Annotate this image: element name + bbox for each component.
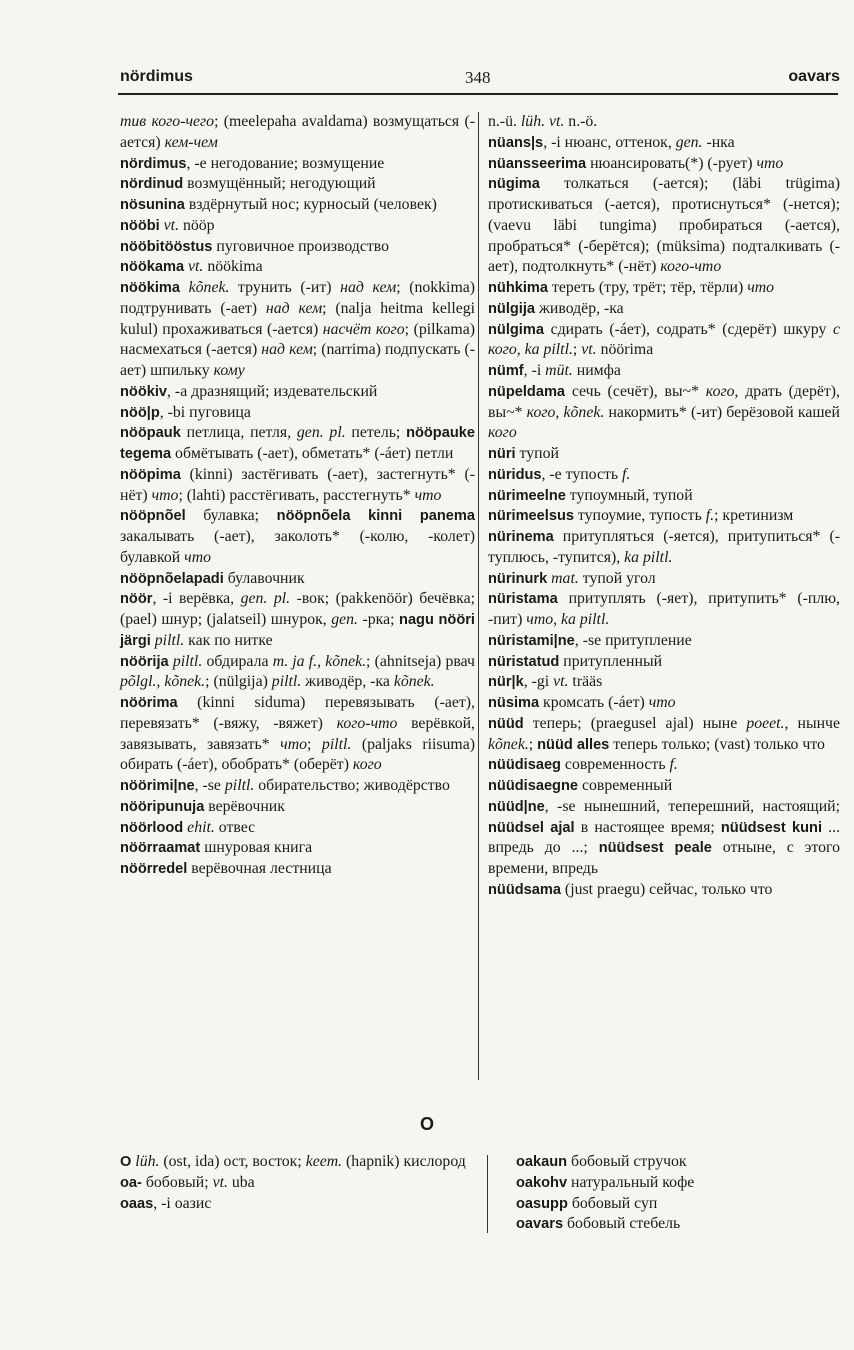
dictionary-entry: [488, 797, 840, 880]
entry-text: верёвочная лестница: [187, 860, 332, 877]
entry-text: бобовый стручок: [567, 1153, 687, 1170]
headword: nüri: [488, 446, 516, 462]
entry-text: , -se притупление: [574, 631, 692, 649]
dictionary-entry: [120, 859, 475, 880]
headword: nüristami|ne: [488, 632, 575, 649]
headword: nüüd: [488, 715, 524, 732]
entry-text: ; (nalja heitma kellegi kulul) прохаживаться (-ается): [120, 299, 476, 338]
running-head-right: oavars: [788, 68, 840, 85]
entry-text: ; (nokkima) подтрунивать (-ает): [120, 279, 476, 317]
headword: nühkima: [488, 280, 549, 296]
dictionary-entry: [488, 465, 840, 486]
dictionary-entry: [120, 589, 475, 651]
grammar-label: vt.: [212, 1173, 228, 1191]
entry-text: притупленный: [559, 652, 663, 670]
dictionary-entry: [120, 569, 475, 590]
headword: nööpnõela kinni panema: [276, 508, 475, 525]
dictionary-entry: [488, 652, 840, 673]
entry-text: ; (lahti) расстёгивать, расстегнуть*: [178, 486, 415, 504]
grammar-label: кого: [352, 756, 382, 774]
grammar-label: piltl.: [224, 777, 255, 794]
entry-text: , -a дразнящий; издевательский: [167, 382, 378, 400]
o-right-column: [516, 1152, 836, 1235]
grammar-label: piltl.: [271, 673, 302, 691]
entry-text: (ost, ida) ост, восток;: [159, 1153, 306, 1170]
entry-text: (paljaks riisuma) обирать (-áет), обобрать* (оберёт): [120, 735, 475, 774]
headword: nürinurk: [488, 570, 548, 587]
grammar-label: kõnek.: [393, 673, 435, 691]
entry-text: обмётывать (-ает), обметать* (-áет) петли: [171, 445, 454, 462]
headword: nüüd|ne: [488, 798, 545, 815]
entry-text: , -e тупость: [541, 465, 623, 483]
entry-text: нюансировать(*) (-рует): [586, 154, 757, 172]
headword: nööbitööstus: [120, 238, 213, 255]
entry-text: (hapnik) кислород: [342, 1153, 466, 1170]
headword: nööpauk: [120, 425, 181, 442]
grammar-label: poeet.: [746, 714, 785, 732]
entry-text: тупоумие, тупость: [573, 507, 706, 525]
entry-text: живодёр, -ка: [301, 673, 394, 691]
headword: nöö|p: [120, 404, 160, 421]
grammar-label: gen. pl.: [240, 590, 291, 608]
headword: oaas: [120, 1195, 154, 1212]
entry-text: притупляться (-яется), притупиться* (-туплюсь, -тупится),: [488, 528, 840, 566]
entry-text: , -e негодование; возмущение: [186, 154, 385, 172]
headword: nüsima: [488, 695, 540, 711]
headword: nööpima: [120, 466, 181, 483]
entry-text: , -se нынешний, теперешний, настоящий;: [544, 797, 840, 815]
dictionary-entry: [120, 1173, 475, 1194]
grammar-label: gen. pl.: [296, 424, 346, 442]
headword: nülgima: [488, 321, 544, 338]
grammar-label: m. ja f., kõnek.: [272, 652, 367, 670]
entry-text: вздёрнутый нос; курносый (человек): [184, 196, 437, 213]
entry-text: накормить* (-ит) берёзовой кашей: [604, 403, 840, 421]
headword: nüüdisaegne: [488, 778, 579, 794]
dictionary-entry: [488, 755, 840, 776]
grammar-label: кого, kõnek.: [526, 403, 605, 421]
headword: nördimus: [120, 155, 187, 172]
entry-text: -вок; (pakkenöör) бечёвка; (pael) шнур; (jalatseil) шнурок,: [120, 590, 475, 628]
page-header: [120, 68, 840, 92]
dictionary-entry: [488, 320, 840, 362]
headword: nüüdsest kuni: [720, 819, 823, 836]
entry-text: , -i нюанс, оттенок,: [543, 133, 676, 151]
entry-text: обирательство; живодёрство: [254, 777, 450, 794]
o-left-column: [120, 1152, 475, 1214]
headword: nüridus: [488, 466, 542, 483]
grammar-label: кого-что: [660, 258, 722, 276]
headword: nürimeelne: [488, 487, 566, 504]
entry-text: натуральный кофе: [567, 1173, 695, 1191]
headword: oavars: [516, 1216, 564, 1233]
grammar-label: кого: [488, 424, 517, 442]
entry-text: бобовый;: [141, 1173, 213, 1191]
dictionary-entry: [488, 382, 840, 444]
dictionary-entry: [120, 652, 475, 694]
grammar-label: ka piltl.: [624, 548, 673, 566]
grammar-label: что: [747, 279, 775, 296]
entry-text: верёвкой, завязывать, завязать*: [120, 714, 475, 753]
page-number: 348: [465, 68, 491, 87]
headword: nüans|s: [488, 134, 544, 151]
dictionary-entry: [488, 112, 840, 133]
grammar-label: с кого, ka piltl.: [488, 320, 840, 359]
headword: nöökiv: [120, 383, 168, 400]
headword: oakaun: [516, 1154, 568, 1170]
dictionary-entry: [488, 486, 840, 507]
entry-text: ... впредь до ...;: [488, 818, 841, 857]
grammar-label: piltl.: [168, 652, 203, 670]
section-letter: O: [419, 1114, 434, 1134]
entry-text: закалывать (-ает), заколоть* (-колю, -колет) булавкой: [120, 528, 475, 566]
grammar-label: kõnek.: [488, 735, 529, 753]
entry-text: , -bi пуговица: [159, 403, 251, 421]
grammar-label: gen.: [675, 133, 703, 151]
entry-text: nöökima: [203, 258, 263, 276]
dictionary-entry: [120, 776, 475, 797]
headword: nöör: [120, 591, 153, 608]
dictionary-entry: [120, 797, 475, 818]
dictionary-entry: [120, 112, 475, 154]
dictionary-entry: [120, 237, 475, 258]
grammar-label: что, ka piltl.: [526, 611, 610, 628]
grammar-label: что: [414, 486, 442, 504]
grammar-label: над кем: [261, 341, 313, 359]
dictionary-entry: [488, 672, 840, 693]
entry-text: сдирать (-áет), содрать* (сдерёт) шкуру: [543, 320, 833, 338]
entry-text: петлица, петля,: [180, 424, 297, 442]
grammar-label: piltl.: [321, 735, 352, 753]
headword: oasupp: [516, 1195, 568, 1212]
grammar-label: что: [184, 548, 212, 566]
grammar-label: ehit.: [183, 818, 215, 836]
dictionary-entry: [488, 133, 840, 154]
dictionary-entry: [488, 299, 840, 320]
o-column-divider: [487, 1155, 488, 1233]
grammar-label: mat.: [547, 569, 579, 587]
entry-text: , -se: [194, 777, 225, 794]
entry-text: nööp: [179, 216, 215, 234]
grammar-label: müt.: [545, 362, 573, 379]
dictionary-entry: [120, 838, 475, 859]
entry-text: ; кретинизм: [714, 507, 794, 525]
dictionary-entry: [516, 1152, 836, 1173]
entry-text: ;: [307, 735, 322, 753]
entry-text: как по нитке: [184, 631, 273, 649]
headword: nüristatud: [488, 653, 560, 670]
entry-text: , -i верёвка,: [152, 590, 241, 608]
entry-text: тупой: [515, 445, 559, 462]
entry-text: отныне, с этого времени, впредь: [488, 839, 840, 877]
entry-text: ;: [572, 341, 582, 359]
headword: oakohv: [516, 1174, 568, 1191]
headword: nööpnõel: [120, 508, 186, 525]
dictionary-entry: [488, 506, 840, 527]
headword: nöörlood: [120, 819, 184, 836]
dictionary-entry: [488, 880, 840, 901]
entry-text: , -i: [523, 362, 546, 379]
entry-text: ; (meelepaha avaldama) возмущаться (-ается): [120, 113, 476, 151]
grammar-label: vt.: [159, 216, 180, 234]
entry-text: , -i оазис: [153, 1194, 212, 1212]
entry-text: тупоумный, тупой: [565, 486, 693, 504]
dictionary-entry: [488, 776, 840, 797]
entry-text: бобовый суп: [567, 1194, 658, 1212]
dictionary-entry: [120, 1194, 475, 1215]
headword: nüansseerima: [488, 155, 587, 172]
headword: nüüdsest peale: [598, 840, 712, 857]
dictionary-entry: [488, 714, 840, 756]
grammar-label: keem.: [305, 1153, 343, 1170]
dictionary-entry: [120, 174, 475, 195]
entry-text: современный: [578, 777, 673, 794]
grammar-label: piltl.: [150, 631, 185, 649]
headword: nagu nööri järgi: [120, 612, 475, 649]
headword: nööpauke tegema: [120, 425, 475, 462]
dictionary-entry: [488, 174, 840, 278]
entry-text: булавка;: [185, 507, 277, 525]
headword: oa-: [120, 1174, 142, 1191]
headword: nüüdsama: [488, 881, 561, 898]
grammar-label: f.: [669, 756, 678, 774]
dictionary-entry: [488, 278, 840, 299]
headword: nüüd alles: [537, 736, 610, 753]
headword: nöökama: [120, 259, 185, 276]
entry-text: ; (nülgija): [205, 673, 272, 691]
dictionary-entry: [488, 361, 840, 382]
entry-text: , драть (дерёт), вы~*: [488, 382, 841, 421]
entry-text: ;: [528, 735, 538, 753]
entry-text: теперь только; (vast) только что: [609, 735, 825, 753]
headword: nöörraamat: [120, 840, 201, 857]
entry-text: петель;: [345, 424, 407, 442]
entry-text: живодёр, -ка: [535, 299, 624, 317]
grammar-label: põlgl., kõnek.: [120, 673, 206, 691]
dictionary-entry: [120, 195, 475, 216]
entry-text: (kinni siduma) перевязывать (-ает), перевязать* (-вяжу, -вяжет): [120, 694, 475, 732]
running-head-left: nördimus: [120, 68, 193, 85]
dictionary-entry: [516, 1194, 836, 1215]
entry-text: (kinni) застёгивать (-ает), застегнуть* (-нёт): [120, 465, 475, 504]
dictionary-entry: [120, 423, 475, 465]
header-rule: [118, 93, 838, 95]
left-column: [120, 112, 475, 880]
entry-text: , нынче: [784, 714, 840, 732]
headword: nüüdisaeg: [488, 757, 561, 774]
headword: nürinema: [488, 529, 554, 545]
grammar-label: кого: [705, 382, 735, 400]
entry-text: кромсать (-áет): [539, 694, 649, 711]
dictionary-entry: [120, 506, 475, 568]
headword: nümf: [488, 363, 524, 379]
dictionary-entry: [120, 154, 475, 175]
entry-text: теперь; (praegusel ajal) ныне: [523, 714, 747, 732]
grammar-label: кому: [213, 362, 245, 379]
grammar-label: vt.: [184, 258, 204, 276]
dictionary-entry: [488, 693, 840, 714]
headword: nüüdsel ajal: [488, 819, 575, 836]
dictionary-entry: [120, 216, 475, 237]
grammar-label: lüh.: [131, 1153, 160, 1170]
headword: nööripunuja: [120, 798, 205, 815]
entry-text: тереть (тру, трёт; тёр, тёрли): [548, 279, 748, 296]
grammar-label: f.: [705, 507, 715, 525]
headword: nürimeelsus: [488, 508, 574, 525]
headword: nüristama: [488, 591, 558, 608]
grammar-label: что: [648, 694, 676, 711]
dictionary-entry: [120, 693, 475, 776]
dictionary-entry: [488, 589, 840, 631]
grammar-label: kõnek.: [180, 279, 230, 296]
grammar-label: насчёт кого: [322, 320, 405, 338]
headword: nööbi: [120, 217, 160, 234]
entry-text: ; (ahnitseja) рвач: [366, 652, 476, 670]
headword: nöörija: [120, 653, 169, 670]
grammar-label: gen.: [331, 611, 359, 628]
entry-text: нимфа: [572, 362, 621, 379]
entry-text: трунить (-ит): [229, 279, 341, 296]
entry-text: верёвочник: [204, 797, 285, 815]
headword: nördinud: [120, 176, 184, 193]
entry-text: trääs: [568, 673, 603, 691]
dictionary-entry: [120, 403, 475, 424]
headword: O: [120, 1154, 132, 1170]
headword: nöörima: [120, 695, 178, 711]
dictionary-entry: [488, 444, 840, 465]
dictionary-entry: [120, 465, 475, 507]
entry-text: (just praegu) сейчас, только что: [560, 880, 773, 898]
headword: nür|k: [488, 674, 524, 691]
dictionary-entry: [120, 257, 475, 278]
headword: nüpeldama: [488, 383, 566, 400]
headword: nööpnõelapadi: [120, 570, 224, 587]
dictionary-entry: [488, 527, 840, 569]
entry-text: шнуровая книга: [200, 839, 313, 857]
entry-text: ; (pilkama) насмехаться (-ается): [120, 320, 475, 359]
entry-text: n.-ü.: [488, 113, 521, 130]
grammar-label: кем-чем: [164, 133, 218, 151]
entry-text: отвес: [214, 818, 256, 836]
headword: nülgija: [488, 300, 536, 317]
grammar-label: над кем: [340, 279, 397, 296]
column-divider: [478, 112, 479, 1080]
dictionary-entry: [488, 631, 840, 652]
entry-text: обдирала: [202, 652, 273, 670]
grammar-label: vt.: [553, 673, 569, 691]
grammar-label: тив кого-чего: [120, 113, 215, 130]
dictionary-entry: [516, 1173, 836, 1194]
grammar-label: lüh. vt.: [520, 113, 565, 130]
entry-text: ; (narrima) подпускать (-ает) шпильку: [120, 341, 475, 379]
entry-text: в настоящее время;: [574, 818, 721, 836]
entry-text: , -gi: [523, 673, 554, 691]
dictionary-entry: [120, 278, 475, 382]
headword: nügima: [488, 176, 540, 193]
entry-text: тупой угол: [578, 569, 656, 587]
entry-text: -нка: [702, 133, 735, 151]
entry-text: толкаться (-ается); (läbi trügima) протискиваться (-ается), протиснуться* (-нется); (vaevu läbi tungima) пробираться (-ается), пробраться* (-берётся); (müksima) подталкивать (-ает), подтолкнуть* (-нёт): [488, 175, 840, 276]
headword: nöökima: [120, 280, 181, 296]
entry-text: nöörima: [596, 341, 654, 359]
entry-text: сечь (сечёт), вы~*: [565, 382, 706, 400]
entry-text: возмущённый; негодующий: [183, 175, 376, 193]
headword: nöörredel: [120, 861, 188, 877]
entry-text: бобовый стебель: [563, 1215, 681, 1233]
headword: nösunina: [120, 197, 185, 213]
grammar-label: что: [280, 735, 308, 753]
dictionary-entry: [120, 382, 475, 403]
dictionary-entry: [516, 1214, 836, 1235]
entry-text: -рка;: [358, 611, 400, 628]
entry-text: n.-ö.: [564, 113, 598, 130]
headword: nöörimi|ne: [120, 778, 195, 794]
entry-text: притуплять (-яет), притупить* (-плю, -пит): [488, 590, 840, 628]
entry-text: булавочник: [223, 569, 305, 587]
entry-text: современность: [560, 756, 670, 774]
dictionary-entry: [120, 1152, 475, 1173]
grammar-label: кого-что: [336, 714, 398, 732]
grammar-label: что: [151, 486, 179, 504]
grammar-label: f.: [622, 465, 631, 483]
grammar-label: над кем: [265, 299, 323, 317]
entry-text: пуговичное производство: [212, 237, 390, 255]
grammar-label: что: [756, 154, 784, 172]
dictionary-entry: [488, 569, 840, 590]
dictionary-entry: [488, 154, 840, 175]
dictionary-entry: [120, 818, 475, 839]
entry-text: uba: [227, 1173, 255, 1191]
grammar-label: vt.: [581, 341, 597, 359]
right-column: [488, 112, 840, 901]
